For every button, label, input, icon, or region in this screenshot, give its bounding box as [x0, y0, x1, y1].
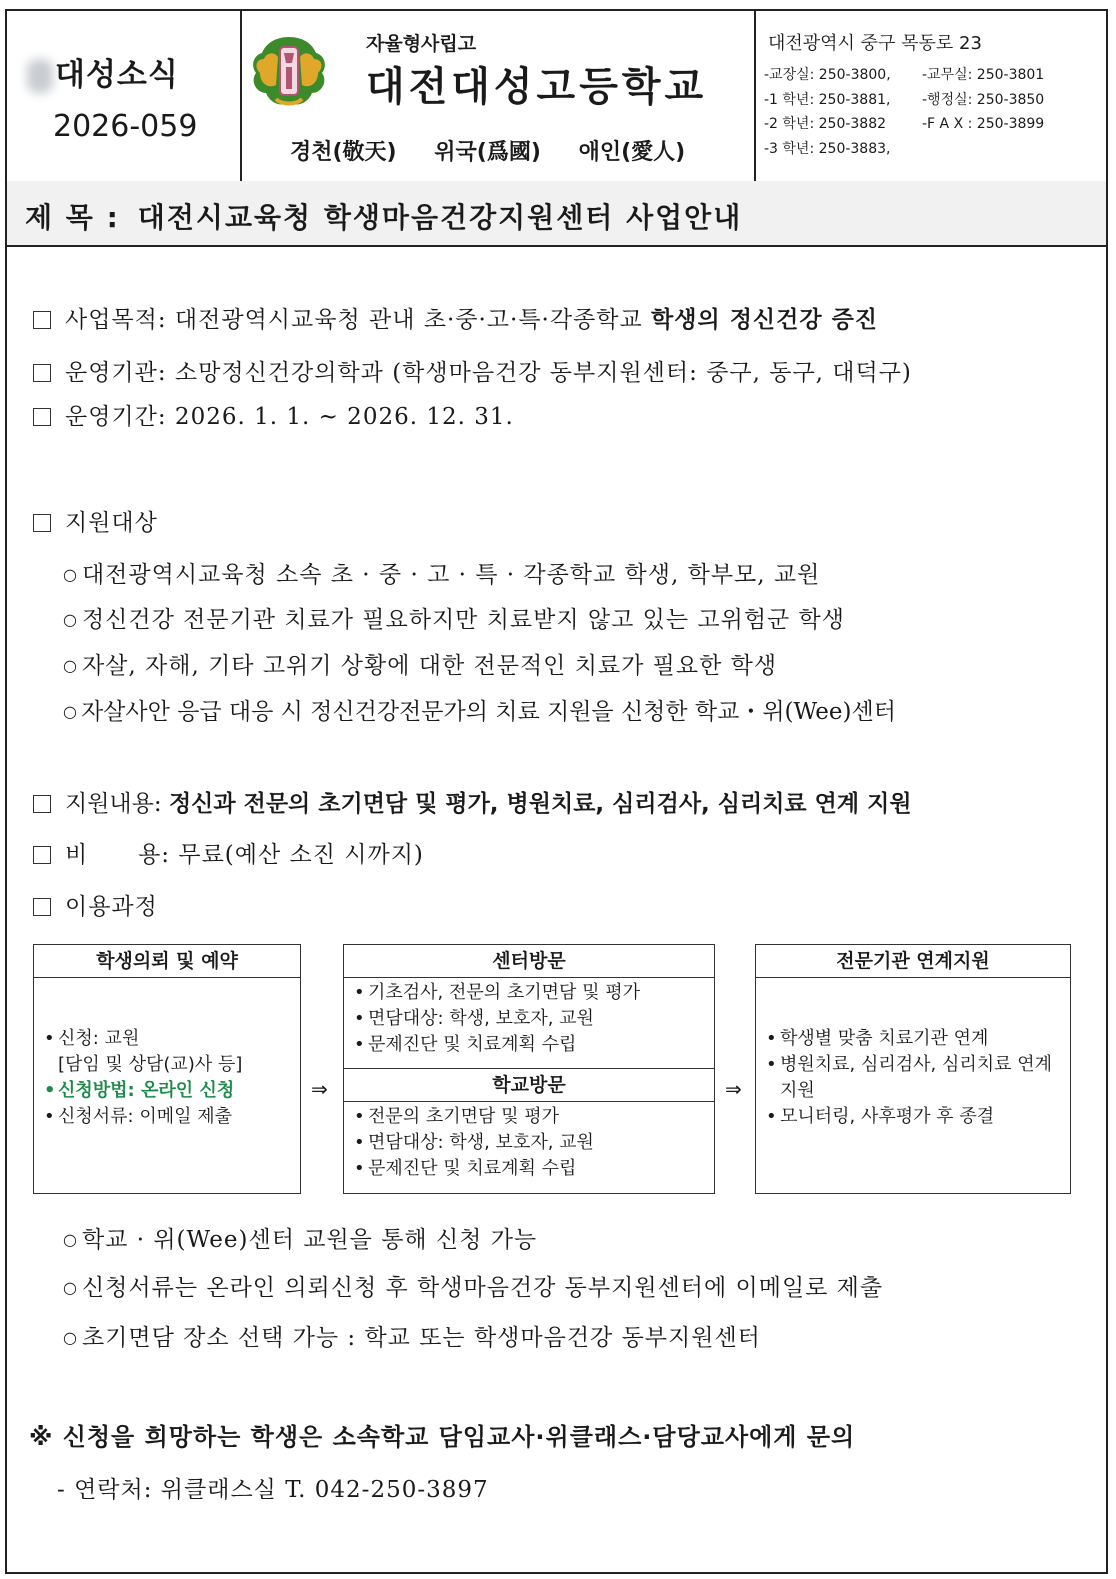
subject-bar [7, 181, 1106, 247]
target-item: ○ 정신건강 전문기관 치료가 필요하지만 치료받지 않고 있는 고위험군 학생 [63, 607, 845, 633]
note-item: ○ 초기면담 장소 선택 가능 : 학교 또는 학생마음건강 동부지원센터 [63, 1325, 761, 1351]
flow-step-linkage [755, 944, 1071, 1194]
flow-item: • 신청서류: 이메일 제출 [34, 1104, 300, 1130]
flow-step-list [344, 1104, 714, 1182]
contact-row: -3 학년: 250-3883, [764, 140, 891, 157]
motto-item: 위국(爲國) [434, 140, 541, 165]
arrow-right-icon: ⇒ [311, 1077, 328, 1101]
flow-item: • 기초검사, 전문의 초기면담 및 평가 [344, 980, 714, 1006]
inquiry-note: ※ 신청을 희망하는 학생은 소속학교 담임교사·위클래스·담당교사에게 문의 [29, 1423, 856, 1451]
arrow-right-icon: ⇒ [725, 1077, 742, 1101]
doc-type: 대성소식 [55, 57, 179, 93]
school-name: 대전대성고등학교 [366, 64, 708, 110]
checkbox-square-icon [33, 311, 51, 329]
note-item: ○ 신청서류는 온라인 의뢰신청 후 학생마음건강 동부지원센터에 이메일로 제출 [63, 1275, 884, 1301]
flow-step-list [756, 1026, 1070, 1130]
school-emblem-icon [246, 29, 332, 115]
flow-step-request [33, 944, 301, 1194]
school-address: 대전광역시 중구 목동로 23 [768, 33, 982, 54]
flow-item: • 신청: 교원 [34, 1026, 300, 1052]
flow-step-list [34, 1026, 300, 1130]
motto-item: 애인(愛人) [578, 140, 686, 165]
circle-bullet-icon: ○ [63, 565, 78, 584]
doc-id-panel [7, 11, 242, 181]
contact-row: -교장실: 250-3800, -교무실: 250-3801 [764, 67, 1045, 83]
checkbox-square-icon [33, 795, 51, 813]
circle-bullet-icon: ○ [63, 702, 77, 721]
flow-step-title: 센터방문 [344, 945, 714, 978]
flow-item: [담임 및 상담(교)사 등] [58, 1054, 243, 1075]
circle-bullet-icon: ○ [63, 1230, 78, 1249]
contact-line: - 연락처: 위클래스실 T. 042-250-3897 [57, 1477, 489, 1503]
flow-item: • 면담대상: 학생, 보호자, 교원 [344, 1006, 714, 1032]
note-item: ○ 학교 · 위(Wee)센터 교원을 통해 신청 가능 [63, 1227, 538, 1253]
checkbox-square-icon [33, 846, 51, 864]
flow-item: • 문제진단 및 치료계획 수립 [344, 1156, 714, 1182]
letterhead [7, 11, 1106, 183]
flow-item: • 병원치료, 심리검사, 심리치료 연계 지원 [756, 1052, 1060, 1104]
circle-bullet-icon: ○ [63, 1278, 78, 1297]
target-item: ○ 자살사안 응급 대응 시 정신건강전문가의 치료 지원을 신청한 학교・위(Wee)센터 [63, 699, 896, 725]
item-period: 운영기간: 2026. 1. 1. ~ 2026. 12. 31. [33, 398, 514, 431]
target-item: ○ 대전광역시교육청 소속 초 · 중 · 고 · 특 · 각종학교 학생, 학부모, 교원 [63, 562, 821, 588]
school-panel [240, 11, 756, 181]
circle-bullet-icon: ○ [63, 656, 78, 675]
item-purpose: 사업목적: 대전광역시교육청 관내 초·중·고·특·각종학교 학생의 정신건강 증진 [33, 301, 878, 334]
flow-step-visit [343, 944, 715, 1194]
target-item: ○ 자살, 자해, 기타 고위기 상황에 대한 전문적인 치료가 필요한 학생 [63, 653, 778, 679]
item-content: 지원내용: 정신과 전문의 초기면담 및 평가, 병원치료, 심리검사, 심리치료 연계 지원 [33, 785, 912, 818]
school-type: 자율형사립고 [366, 33, 477, 55]
flow-step-list [344, 980, 714, 1068]
redacted-mark [27, 59, 53, 93]
flow-item-highlight: • 신청방법: 온라인 신청 [34, 1078, 300, 1104]
contact-row: -1 학년: 250-3881, -행정실: 250-3850 [764, 91, 1045, 108]
flow-step-title: 학생의뢰 및 예약 [34, 945, 300, 978]
checkbox-square-icon [33, 408, 51, 426]
checkbox-square-icon [33, 898, 51, 916]
document-frame [5, 9, 1108, 1574]
subject-label: 제 목 : [25, 201, 120, 234]
doc-number: 2026-059 [53, 109, 198, 144]
motto-item: 경천(敬天) [290, 140, 397, 165]
item-operator: 운영기관: 소망정신건강의학과 (학생마음건강 동부지원센터: 중구, 동구, 대덕구) [33, 354, 912, 387]
flow-step-title: 전문기관 연계지원 [756, 945, 1070, 978]
circle-bullet-icon: ○ [63, 1328, 78, 1347]
flow-substep-title: 학교방문 [344, 1068, 714, 1102]
circle-bullet-icon: ○ [63, 610, 78, 629]
checkbox-square-icon [33, 514, 51, 532]
contact-row: -2 학년: 250-3882 -F A X : 250-3899 [764, 116, 1045, 132]
phone-directory [764, 63, 1044, 161]
flow-item: • 면담대상: 학생, 보호자, 교원 [344, 1130, 714, 1156]
subject-title [25, 196, 742, 236]
contact-panel [754, 11, 1106, 181]
flow-item: • 전문의 초기면담 및 평가 [344, 1104, 714, 1130]
school-motto [290, 135, 715, 166]
item-cost: 비 용: 무료(예산 소진 시까지) [33, 836, 424, 869]
item-process: 이용과정 [33, 888, 158, 921]
checkbox-square-icon [33, 364, 51, 382]
flow-item: • 모니터링, 사후평가 후 종결 [756, 1104, 1060, 1130]
flow-item: • 문제진단 및 치료계획 수립 [344, 1032, 714, 1058]
flow-item: • 학생별 맞춤 치료기관 연계 [756, 1026, 1060, 1052]
item-targets-heading: 지원대상 [33, 504, 158, 537]
subject-value: 대전시교육청 학생마음건강지원센터 사업안내 [137, 201, 743, 234]
